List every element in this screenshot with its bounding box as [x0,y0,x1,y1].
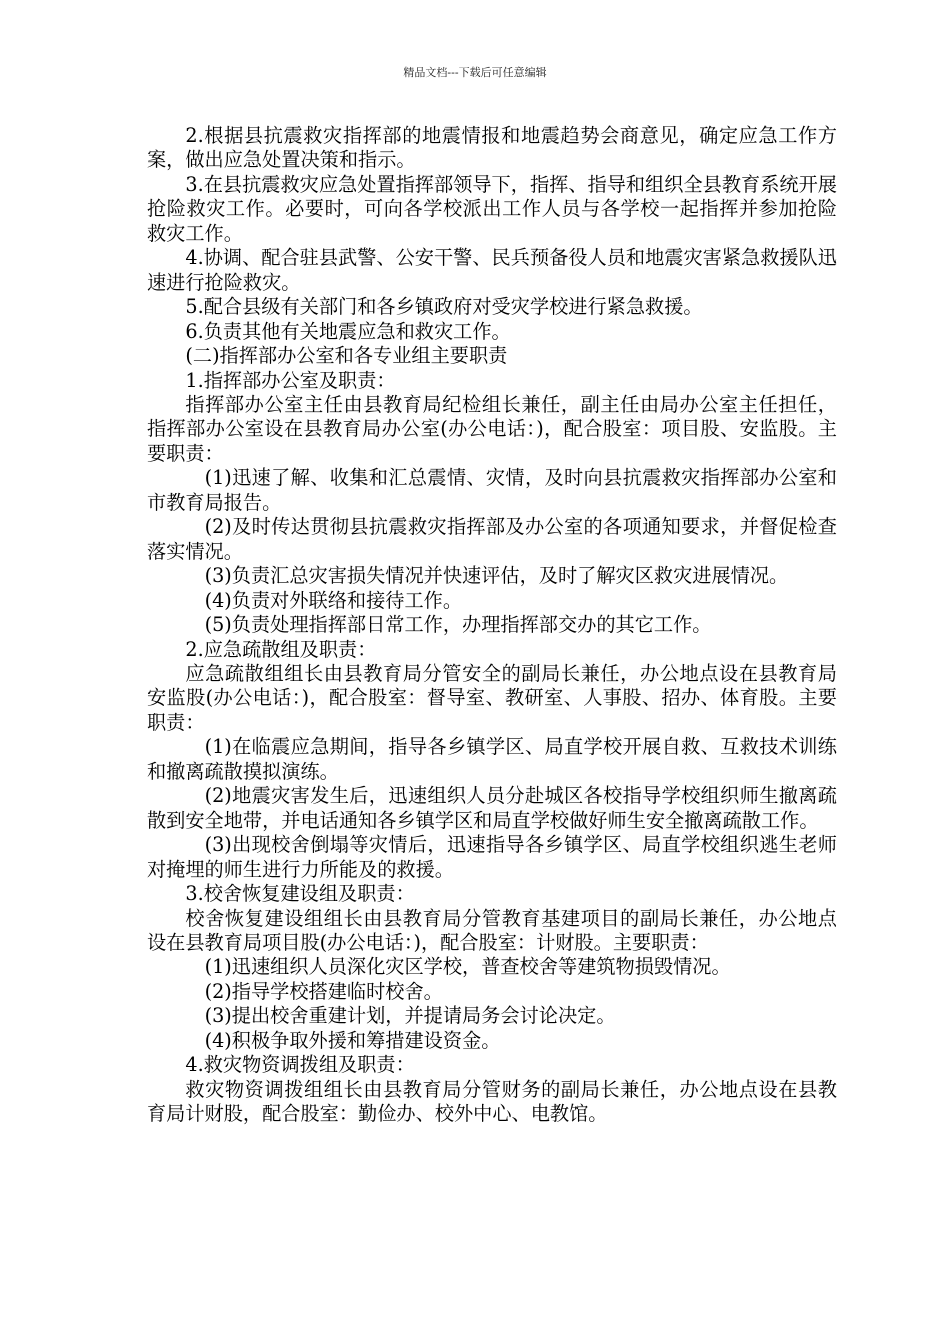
paragraph: (4)积极争取外援和筹措建设资金。 [204,1028,501,1052]
paragraph: (1)迅速了解、收集和汇总震情、灾情，及时向县抗震救灾指挥部办公室和市教育局报告。 [147,466,837,514]
paragraph: 3.校舍恢复建设组及职责： [185,882,415,906]
paragraph: 2.根据县抗震救灾指挥部的地震情报和地震趋势会商意见，确定应急工作方案，做出应急处置决策和指示。 [147,124,837,172]
paragraph: 1.指挥部办公室及职责： [185,368,396,392]
paragraph: 4.协调、配合驻县武警、公安干警、民兵预备役人员和地震灾害紧急救援队迅速进行抢险救灾。 [147,246,837,294]
paragraph: (2)地震灾害发生后，迅速组织人员分赴城区各校指导学校组织师生撤离疏散到安全地带，并电话通知各乡镇学区和局直学校做好师生安全撤离疏散工作。 [147,784,837,832]
document-body [147,124,837,1127]
paragraph: (5)负责处理指挥部日常工作，办理指挥部交办的其它工作。 [204,613,712,637]
paragraph: (3)负责汇总灾害损失情况并快速评估，及时了解灾区救灾进展情况。 [204,564,789,588]
paragraph: 应急疏散组组长由县教育局分管安全的副局长兼任，办公地点设在县教育局安监股(办公电话：)，配合股室：督导室、教研室、人事股、招办、体育股。主要职责： [147,661,837,734]
paragraph: 6.负责其他有关地震应急和救灾工作。 [185,319,511,343]
paragraph: (1)迅速组织人员深化灾区学校，普查校舍等建筑物损毁情况。 [204,955,731,979]
paragraph: 3.在县抗震救灾应急处置指挥部领导下，指挥、指导和组织全县教育系统开展抢险救灾工作。必要时，可向各学校派出工作人员与各学校一起指挥并参加抢险救灾工作。 [147,172,837,245]
paragraph: 校舍恢复建设组组长由县教育局分管教育基建项目的副局长兼任，办公地点设在县教育局项目股(办公电话：)，配合股室：计财股。主要职责： [147,906,837,954]
paragraph: 4.救灾物资调拨组及职责： [185,1053,415,1077]
paragraph: (4)负责对外联络和接待工作。 [204,588,463,612]
paragraph: 2.应急疏散组及职责： [185,637,377,661]
paragraph: (1)在临震应急期间，指导各乡镇学区、局直学校开展自救、互救技术训练和撤离疏散摸拟演练。 [147,735,837,783]
paragraph: (3)出现校舍倒塌等灾情后，迅速指导各乡镇学区、局直学校组织逃生老师对掩埋的师生进行力所能及的救援。 [147,833,837,881]
paragraph: (3)提出校舍重建计划，并提请局务会讨论决定。 [204,1004,616,1028]
paragraph: (2)及时传达贯彻县抗震救灾指挥部及办公室的各项通知要求，并督促检查落实情况。 [147,515,837,563]
paragraph: 指挥部办公室主任由县教育局纪检组长兼任，副主任由局办公室主任担任，指挥部办公室设在县教育局办公室(办公电话：)，配合股室：项目股、安监股。主要职责： [147,392,837,465]
page-header: 精品文档---下载后可任意编辑 [403,66,547,79]
paragraph: 救灾物资调拨组组长由县教育局分管财务的副局长兼任，办公地点设在县教育局计财股，配合股室：勤俭办、校外中心、电教馆。 [147,1077,837,1126]
paragraph: (二)指挥部办公室和各专业组主要职责 [185,344,508,368]
paragraph: 5.配合县级有关部门和各乡镇政府对受灾学校进行紧急救援。 [185,295,703,319]
paragraph: (2)指导学校搭建临时校舍。 [204,979,443,1003]
